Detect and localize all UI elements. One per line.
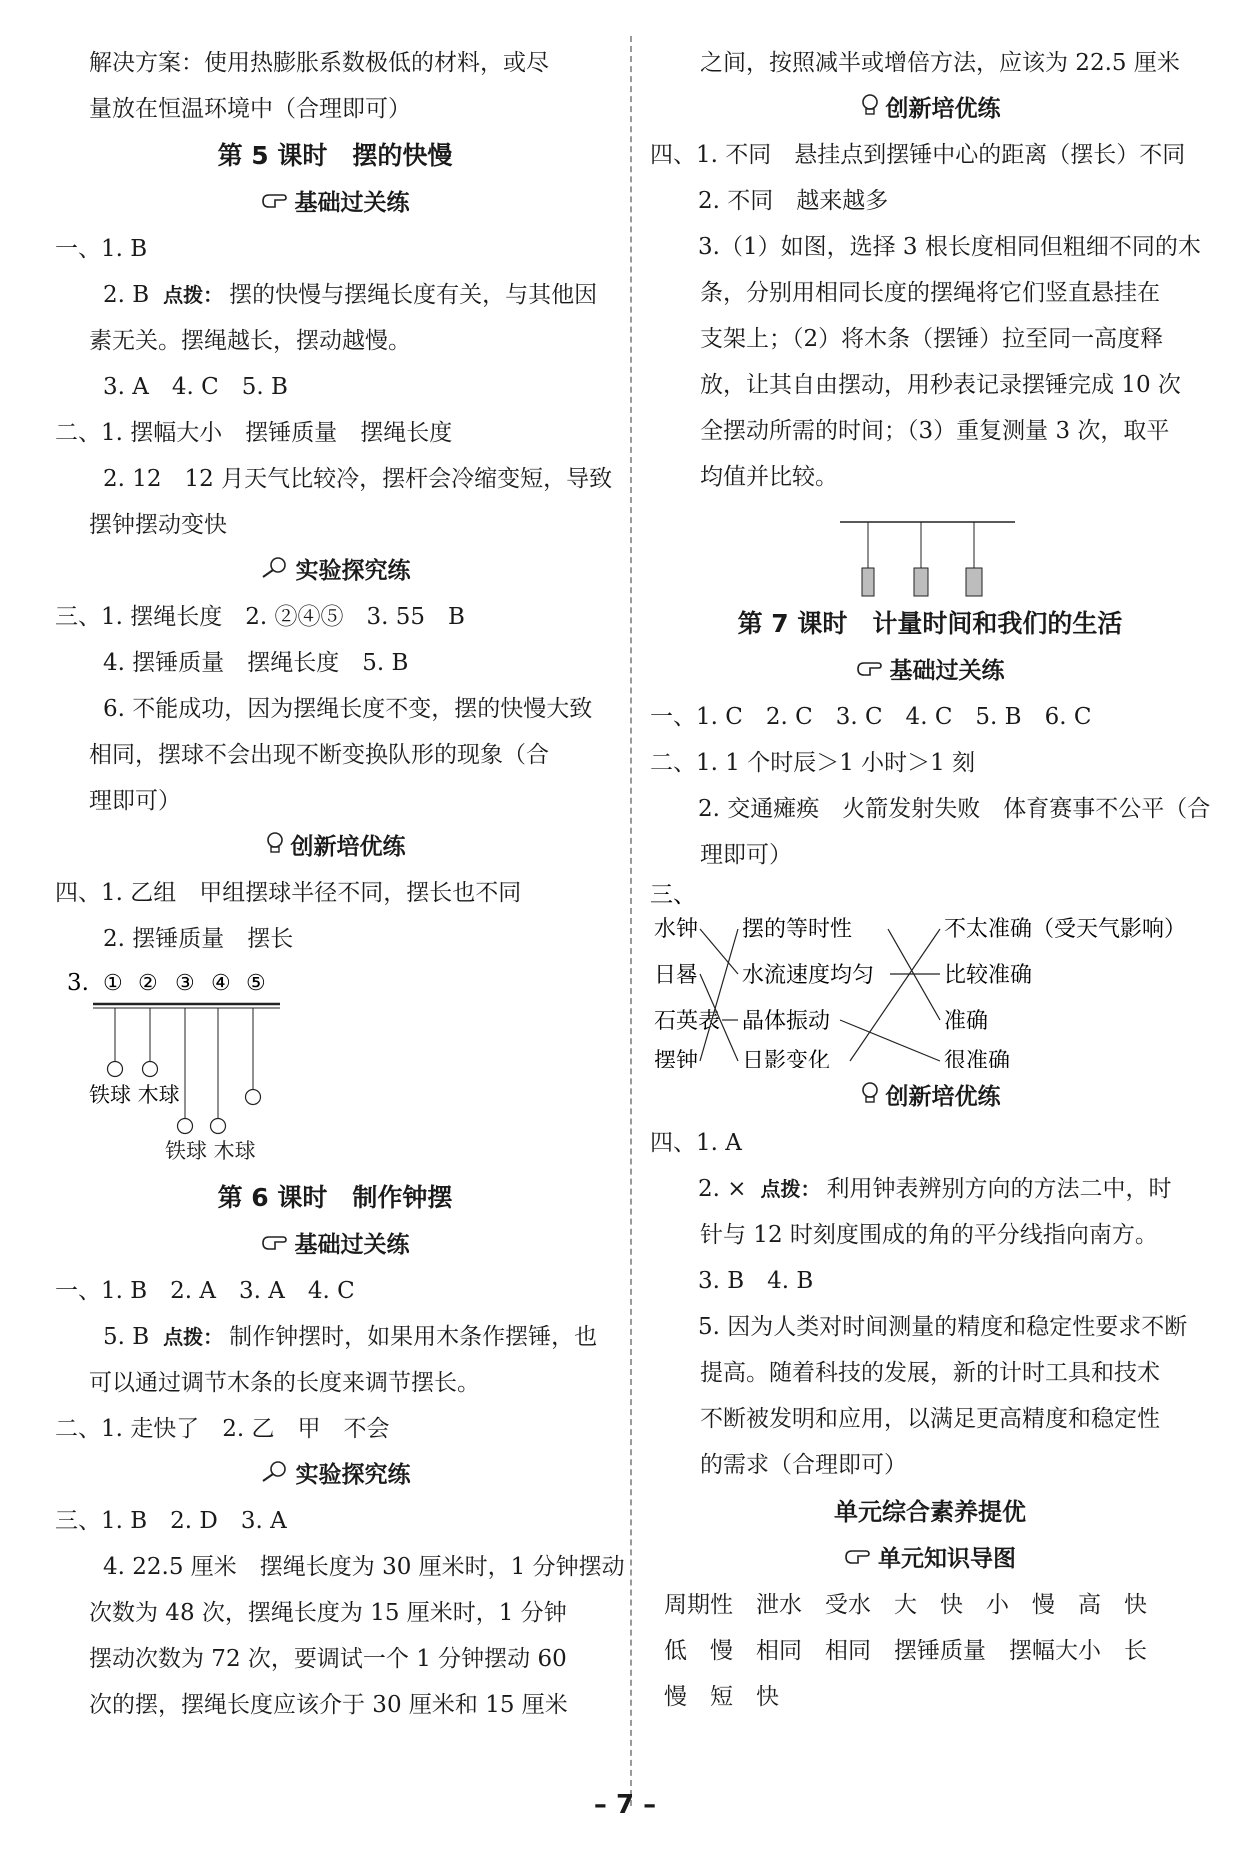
answer-line: 四、1. 不同 悬挂点到摆锤中心的距离（摆长）不同 — [650, 142, 1186, 168]
match-mid: 水流速度均匀 — [742, 963, 875, 988]
answer-line: 一、1. C 2. C 3. C 4. C 5. B 6. C — [650, 704, 1092, 730]
answer-line: 摆动次数为 72 次，要调试一个 1 分钟摆动 60 — [89, 1646, 567, 1672]
page-number: – 7 – — [593, 1790, 657, 1820]
answer-line: 理即可） — [700, 842, 792, 868]
pendulum-number: ② — [138, 971, 158, 996]
lightbulb-icon — [860, 1075, 880, 1121]
answer-line: 3. B 4. B — [698, 1268, 814, 1294]
left-column — [55, 40, 625, 1728]
section-label: 基础过关练 — [294, 1232, 410, 1258]
answer-line: 3. A 4. C 5. B — [103, 374, 288, 400]
match-right: 比较准确 — [944, 963, 1033, 988]
match-left: 日晷 — [654, 963, 699, 988]
answer-line: 周期性 泄水 受水 大 快 小 慢 高 快 — [664, 1592, 1147, 1618]
tip-label: 点拨： — [163, 283, 224, 307]
answer-line: 2. 交通瘫痪 火箭发射失败 体育赛事不公平（合 — [698, 796, 1211, 822]
pendulum-number: ⑤ — [246, 971, 266, 996]
answer-line: 3.（1）如图，选择 3 根长度相同但粗细不同的木 — [698, 234, 1201, 260]
answer-line: 放，让其自由摆动，用秒表记录摆锤完成 10 次 — [700, 372, 1181, 398]
answer-line: 二、1. 1 个时辰＞1 小时＞1 刻 — [650, 750, 976, 776]
answer-line: 次数为 48 次，摆绳长度为 15 厘米时，1 分钟 — [89, 1600, 567, 1626]
lesson7-basic-heading — [650, 648, 1210, 694]
match-right: 准确 — [944, 1009, 989, 1034]
answer-line: 二、1. 走快了 2. 乙 甲 不会 — [55, 1416, 390, 1442]
match-mid: 日影变化 — [742, 1049, 831, 1068]
unit-title: 单元综合素养提优 — [834, 1498, 1026, 1526]
section-label: 实验探究练 — [295, 558, 411, 584]
answer-line: 慢 短 快 — [664, 1684, 779, 1710]
tip-label: 点拨： — [760, 1177, 821, 1201]
lesson5-title: 第 5 课时 摆的快慢 — [217, 141, 453, 170]
lesson6-title: 第 6 课时 制作钟摆 — [217, 1183, 453, 1212]
answer-line: 二、1. 摆幅大小 摆锤质量 摆绳长度 — [55, 420, 453, 446]
section-label: 单元知识导图 — [878, 1546, 1016, 1572]
lesson5-innov-heading — [55, 824, 615, 870]
tip-text: 利用钟表辨别方向的方法二中，时 — [826, 1176, 1172, 1202]
answer-line: 全摆动所需的时间；（3）重复测量 3 次，取平 — [700, 418, 1170, 444]
answer-line: 5. 因为人类对时间测量的精度和稳定性要求不断 — [698, 1314, 1188, 1340]
answer-line: 三、1. 摆绳长度 2. ②④⑤ 3. 55 B — [55, 604, 465, 630]
lesson6-exp-heading — [55, 1452, 615, 1498]
lesson7-title: 第 7 课时 计量时间和我们的生活 — [737, 609, 1123, 638]
match-right: 很准确 — [944, 1049, 1011, 1068]
tip-label: 点拨： — [163, 1325, 224, 1349]
pendulum-figure — [55, 962, 615, 1142]
answer-line: 6. 不能成功，因为摆绳长度不变，摆的快慢大致 — [103, 696, 593, 722]
lesson5-exp-heading — [55, 548, 615, 594]
answer-line: 2. 12 12 月天气比较冷，摆杆会冷缩变短，导致 — [103, 466, 613, 492]
answer-line: 的需求（合理即可） — [700, 1452, 907, 1478]
pendulum-number: ③ — [175, 971, 195, 996]
answer-number: 2. B — [103, 282, 150, 308]
answer-line: 4. 22.5 厘米 摆绳长度为 30 厘米时，1 分钟摆动 — [103, 1554, 625, 1580]
pendulum-number: ① — [103, 971, 123, 996]
answer-line: 低 慢 相同 相同 摆锤质量 摆幅大小 长 — [664, 1638, 1147, 1664]
lightbulb-icon — [265, 825, 285, 871]
question-number: 三、 — [650, 882, 696, 908]
lesson5-basic-heading — [55, 180, 615, 226]
answer-line — [650, 1166, 1210, 1212]
matching-diagram — [650, 878, 1210, 1068]
tip-text: 摆的快慢与摆绳长度有关，与其他因 — [229, 282, 598, 308]
section-label: 创新培优练 — [885, 96, 1001, 122]
match-mid: 摆的等时性 — [742, 917, 853, 942]
figure-label: 3. — [67, 970, 89, 996]
pointing-hand-icon — [261, 181, 289, 227]
answer-line — [55, 1314, 615, 1360]
wood-pendulum-figure — [650, 500, 1210, 600]
pointing-hand-icon — [261, 1223, 289, 1269]
match-left: 石英表 — [654, 1009, 721, 1034]
section-label: 实验探究练 — [295, 1462, 411, 1488]
answer-line: 可以通过调节木条的长度来调节摆长。 — [89, 1370, 480, 1396]
unit-map-heading — [650, 1536, 1210, 1582]
section-label: 创新培优练 — [290, 834, 406, 860]
intro-line-1: 解决方案：使用热膨胀系数极低的材料，或尽 — [89, 50, 549, 76]
match-left: 摆钟 — [654, 1049, 699, 1068]
answer-line: 相同，摆球不会出现不断变换队形的现象（合 — [89, 742, 549, 768]
right-column — [650, 40, 1210, 1720]
magnifier-icon — [260, 1453, 290, 1499]
answer-number: 5. B — [103, 1324, 150, 1350]
answer-line: 条，分别用相同长度的摆绳将它们竖直悬挂在 — [700, 280, 1160, 306]
answer-line: 不断被发明和应用，以满足更高精度和稳定性 — [700, 1406, 1160, 1432]
pendulum-number: ④ — [211, 971, 231, 996]
section-label: 创新培优练 — [885, 1084, 1001, 1110]
lesson6-basic-heading — [55, 1222, 615, 1268]
section-label: 基础过关练 — [889, 658, 1005, 684]
answer-line: 摆钟摆动变快 — [89, 512, 227, 538]
answer-line: 四、1. 乙组 甲组摆球半径不同，摆长也不同 — [55, 880, 522, 906]
answer-line: 之间，按照减半或增倍方法，应该为 22.5 厘米 — [700, 50, 1180, 76]
answer-line: 2. 不同 越来越多 — [698, 188, 889, 214]
section-label: 基础过关练 — [294, 190, 410, 216]
tip-text: 制作钟摆时，如果用木条作摆锤，也 — [229, 1324, 598, 1350]
ball-label: 铁球 木球 — [89, 1083, 180, 1107]
answer-line: 次的摆，摆绳长度应该介于 30 厘米和 15 厘米 — [89, 1692, 568, 1718]
answer-line — [55, 272, 615, 318]
answer-line: 四、1. A — [650, 1130, 742, 1156]
match-left: 水钟 — [654, 917, 699, 942]
answer-line: 提高。随着科技的发展，新的计时工具和技术 — [700, 1360, 1160, 1386]
answer-line: 一、1. B — [55, 236, 148, 262]
answer-line: 针与 12 时刻度围成的角的平分线指向南方。 — [700, 1222, 1158, 1248]
answer-line: 4. 摆锤质量 摆绳长度 5. B — [103, 650, 409, 676]
answer-line: 一、1. B 2. A 3. A 4. C — [55, 1278, 355, 1304]
lesson7-innov-heading — [650, 1074, 1210, 1120]
match-mid: 晶体振动 — [742, 1009, 831, 1034]
answer-line: 均值并比较。 — [700, 464, 838, 490]
answer-line: 三、1. B 2. D 3. A — [55, 1508, 287, 1534]
answer-number: 2. × — [698, 1176, 747, 1202]
intro-line-2: 量放在恒温环境中（合理即可） — [89, 96, 411, 122]
match-right: 不太准确（受天气影响） — [944, 917, 1187, 942]
answer-line: 支架上；（2）将木条（摆锤）拉至同一高度释 — [700, 326, 1164, 352]
answer-line: 素无关。摆绳越长，摆动越慢。 — [89, 328, 411, 354]
ball-label: 铁球 木球 — [165, 1139, 256, 1163]
answer-line: 理即可） — [89, 788, 181, 814]
column-divider — [630, 36, 632, 1806]
lesson6-innov-heading — [650, 86, 1210, 132]
pointing-hand-icon — [844, 1537, 872, 1583]
answer-line: 2. 摆锤质量 摆长 — [103, 926, 294, 952]
magnifier-icon — [260, 549, 290, 595]
lightbulb-icon — [860, 87, 880, 133]
pointing-hand-icon — [856, 649, 884, 695]
